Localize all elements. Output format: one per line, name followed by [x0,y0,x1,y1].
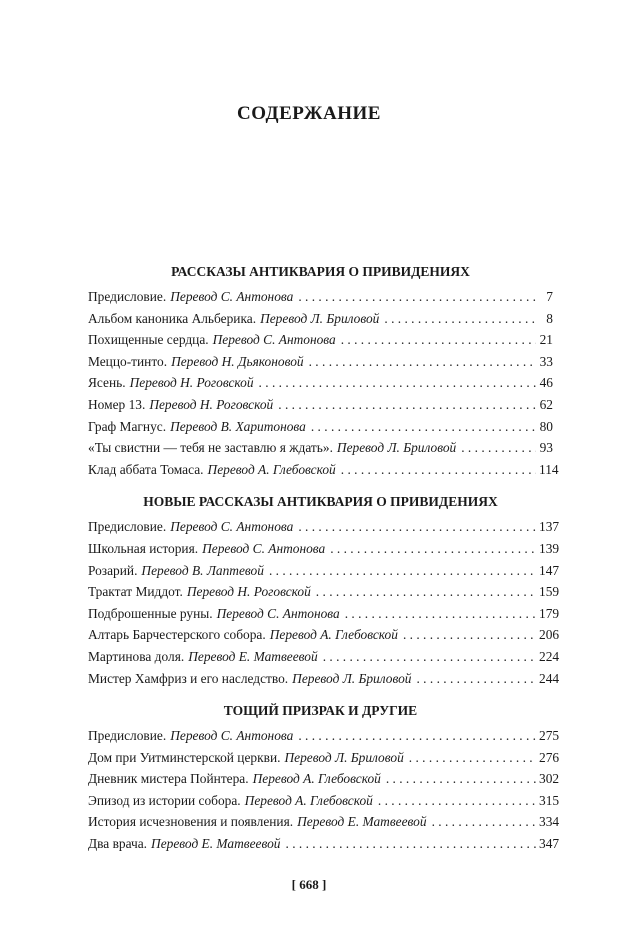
entry-translator: Перевод Л. Бриловой [260,310,380,326]
dot-leader [341,459,536,481]
page-number-folio: [ 668 ] [291,877,327,892]
entry-translator: Перевод Е. Матвеевой [151,836,281,852]
entry-title: Предисловие. [88,728,167,744]
entry-translator: Перевод А. Глебовской [252,771,381,787]
entry-page-number: 206 [539,627,560,643]
page-title: СОДЕРЖАНИЕ [237,103,381,124]
toc-entry [88,747,560,769]
section-heading: НОВЫЕ РАССКАЗЫ АНТИКВАРИЯ О ПРИВИДЕНИЯХ [143,494,498,510]
entry-title: Граф Магнус. [88,418,167,434]
toc-entry [88,351,553,373]
dot-leader [316,581,536,603]
entry-title: Предисловие. [88,519,167,535]
entry-page-number: 46 [539,375,553,391]
toc-entry [88,308,553,330]
entry-title: Клад аббата Томаса. [88,461,204,477]
entry-translator: Перевод А. Глебовской [244,792,373,808]
toc-entry [88,833,560,855]
entry-translator: Перевод С. Антонова [170,728,294,744]
entry-title: Меццо-тинто. [88,353,168,369]
toc-entry [88,790,560,812]
dot-leader [386,768,536,790]
entry-page-number: 33 [539,353,553,369]
entry-title: Похищенные сердца. [88,332,209,348]
dot-leader [409,747,536,769]
entry-title: Трактат Миддот. [88,584,183,600]
dot-leader [330,538,536,560]
entry-page-number: 62 [539,396,553,412]
entry-translator: Перевод С. Антонова [202,540,326,556]
entry-translator: Перевод Л. Бриловой [284,749,404,765]
dot-leader [278,394,536,416]
toc-entry [88,416,553,438]
entry-translator: Перевод С. Антонова [212,332,336,348]
dot-leader [461,437,536,459]
toc-entry [88,394,553,416]
toc-entry [88,603,560,625]
entry-title: Номер 13. [88,396,146,412]
toc-section-3 [88,700,560,855]
dot-leader [269,560,536,582]
entry-title: Дневник мистера Пойнтера. [88,771,249,787]
entry-title: Альбом каноника Альберика. [88,310,257,326]
entry-title: Ясень. [88,375,126,391]
entry-translator: Перевод Л. Бриловой [336,440,457,456]
entry-page-number: 8 [546,310,553,326]
entry-page-number: 302 [539,771,560,787]
toc-entry [88,286,553,308]
dot-leader [311,416,536,438]
dot-leader [384,308,536,330]
toc-entry [88,538,560,560]
toc-section-1 [88,261,559,480]
toc-entry [88,646,560,668]
entry-translator: Перевод Е. Матвеевой [188,648,318,664]
entry-translator: Перевод Н. Дьяконовой [171,353,304,369]
entry-page-number: 7 [546,289,553,304]
entry-page-number: 347 [539,836,560,852]
entry-translator: Перевод Н. Роговской [149,396,274,412]
entry-page-number: 179 [539,605,560,621]
toc-section-2 [88,491,560,689]
dot-leader [345,603,536,625]
dot-leader [323,646,536,668]
entry-translator: Перевод А. Глебовской [269,627,398,643]
section-heading: ТОЩИЙ ПРИЗРАК И ДРУГИЕ [223,703,418,719]
entry-translator: Перевод А. Глебовской [207,461,336,477]
entry-translator: Перевод С. Антонова [216,605,340,621]
entry-title: История исчезновения и появления. [88,814,294,830]
entry-translator: Перевод Н. Роговской [186,584,311,600]
entry-title: Предисловие. [88,289,167,304]
entry-translator: Перевод Н. Роговской [129,375,254,391]
entry-translator: Перевод Е. Матвеевой [297,814,427,830]
toc-entry [88,437,553,459]
entry-page-number: 224 [539,648,560,664]
toc-entry [88,668,560,690]
entry-translator: Перевод Л. Бриловой [292,670,412,686]
entry-page-number: 139 [539,540,560,556]
entry-translator: Перевод С. Антонова [170,519,294,535]
entry-title: Эпизод из истории собора. [88,792,241,808]
dot-leader [298,516,536,538]
entry-page-number: 244 [539,670,560,686]
toc-entry [88,560,560,582]
entry-title: Алтарь Барчестерского собора. [88,627,266,643]
toc-entry [88,329,553,351]
entry-page-number: 276 [539,749,560,765]
entry-title: Подброшенные руны. [88,605,213,621]
entry-translator: Перевод В. Лаптевой [141,562,264,578]
entry-translator: Перевод В. Харитонова [170,418,306,434]
dot-leader [403,624,536,646]
entry-title: Мистер Хамфриз и его наследство. [88,670,289,686]
toc-entry [88,581,560,603]
dot-leader [298,725,536,747]
entry-title: Мартинова доля. [88,648,185,664]
toc-entry [88,372,553,394]
entry-page-number: 334 [539,814,560,830]
entry-page-number: 275 [539,728,560,744]
entry-title: Розарий. [88,562,138,578]
dot-leader [432,811,536,833]
entry-page-number: 315 [539,792,560,808]
table-of-contents [88,261,560,855]
dot-leader [259,372,536,394]
entry-page-number: 147 [539,562,560,578]
entry-page-number: 93 [539,440,553,456]
toc-entry [88,459,559,481]
dot-leader [286,833,537,855]
entry-title: «Ты свистни — тебя не заставлю я ждать». [88,440,333,456]
dot-leader [378,790,536,812]
section-heading: РАССКАЗЫ АНТИКВАРИЯ О ПРИВИДЕНИЯХ [171,264,470,279]
toc-entry [88,516,560,538]
toc-entry [88,811,560,833]
entry-title: Два врача. [88,836,148,852]
dot-leader [309,351,536,373]
dot-leader [298,286,536,308]
entry-title: Дом при Уитминстерской церкви. [88,749,281,765]
entry-page-number: 21 [539,332,553,348]
entry-page-number: 114 [539,461,559,477]
dot-leader [416,668,536,690]
toc-entry [88,768,560,790]
entry-page-number: 80 [539,418,553,434]
entry-title: Школьная история. [88,540,199,556]
toc-entry [88,725,560,747]
entry-page-number: 137 [539,519,560,535]
dot-leader [341,329,536,351]
entry-page-number: 159 [539,584,560,600]
toc-entry [88,624,560,646]
entry-translator: Перевод С. Антонова [170,289,294,304]
